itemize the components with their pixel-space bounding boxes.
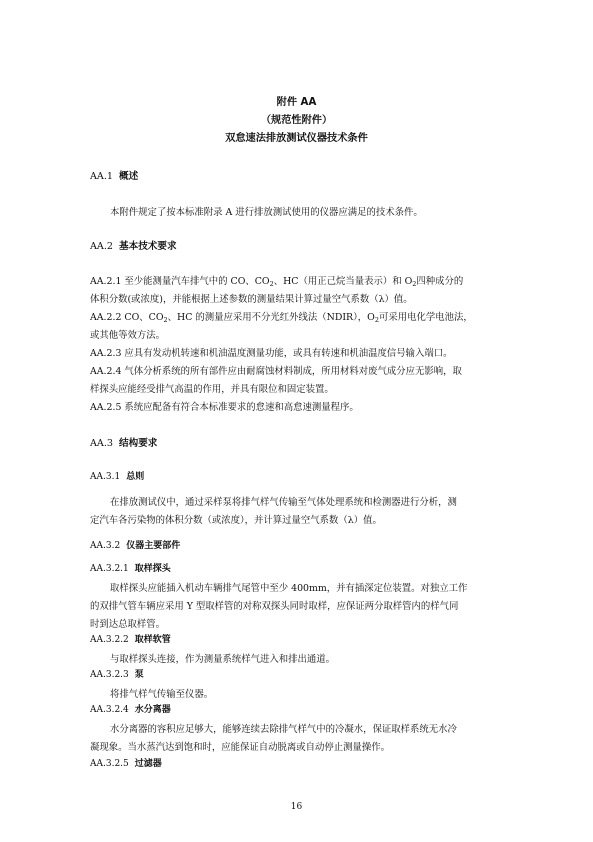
section-heading-aa3-1 [90,470,144,484]
paragraph-aa3-2-3: 将排气样气传输至仪器。 [110,689,214,700]
annex-title: 双怠速法排放测试仪器技术条件 [225,133,368,144]
text-fragment: 、HC 的测量应采用不分光红外线法（NDIR），O [167,312,375,323]
section-number: AA.3 [90,438,114,449]
section-number: AA.1 [90,171,114,182]
paragraph-aa2-4-line1: AA.2.4 气体分析系统的所有部件应由耐腐蚀材料制成，所用材料对废气成分应无影响，取 [90,366,462,377]
annex-title-block [0,94,593,148]
section-number: AA.3.2.1 [90,564,129,574]
text-fragment: AA.2.2 CO、CO [90,312,164,323]
section-heading-aa3-2-5 [90,757,162,771]
paragraph-aa3-1-line2: 定汽车各污染物的体积分数（或浓度），并计算过量空气系数（λ）值。 [90,515,382,526]
section-title: 水分离器 [134,705,171,715]
section-number: AA.3.2.4 [90,705,129,715]
subscript: 2 [163,316,168,324]
section-number: AA.3.2.2 [90,635,129,645]
section-title: 泵 [134,670,144,680]
text-fragment: 、HC（用正己烷当量表示）和 O [273,276,413,287]
paragraph-aa3-1-line1: 在排放测试仪中，通过采样泵将排气样气传输至气体处理系统和检测器进行分析，测 [110,497,457,508]
section-number: AA.2 [90,241,114,252]
paragraph-aa2-4-line2: 样探头应能经受排气高温的作用，并具有限位和固定装置。 [90,384,334,395]
section-heading-aa3 [90,437,157,451]
paragraph-aa1: 本附件规定了按本标准附录 A 进行排放测试使用的仪器应满足的技术条件。 [110,207,423,218]
section-heading-aa1 [90,170,138,184]
paragraph-aa3-2-4-line2: 凝现象。当水蒸汽达到饱和时，应能保证自动脱离或自动停止测量操作。 [90,742,391,753]
paragraph-aa3-2-1-line1: 取样探头应能插入机动车辆排气尾管中至少 400mm，并有插深定位装置。对独立工作 [110,583,468,594]
section-heading-aa3-2 [90,539,180,553]
section-number: AA.3.2.3 [90,670,129,680]
paragraph-aa2-5: AA.2.5 系统应配备有符合本标准要求的怠速和高怠速测量程序。 [90,402,359,413]
subscript: 2 [269,280,274,288]
text-fragment: 可采用电化学电池法， [378,312,473,323]
annex-label: 附件 AA [276,97,317,108]
section-heading-aa2 [90,240,177,254]
paragraph-aa3-2-2: 与取样探头连接，作为测量系统样气进入和排出通道。 [110,654,336,665]
section-heading-aa3-2-4 [90,703,171,717]
section-heading-aa3-2-2 [90,633,171,647]
section-number: AA.3.2.5 [90,759,129,769]
section-title: 结构要求 [119,438,158,449]
subscript: 2 [412,280,417,288]
section-title: 总则 [126,472,145,482]
paragraph-aa2-2-line2: 或其他等效方法。 [90,330,166,341]
annex-nature: （规范性附件） [260,115,333,126]
section-number: AA.3.2 [90,541,121,551]
section-title: 基本技术要求 [119,241,177,252]
paragraph-aa2-3: AA.2.3 应具有发动机转速和机油温度测量功能，或具有转速和机油温度信号输入端口。 [90,348,453,359]
paragraph-aa3-2-4-line1: 水分离器的容积应足够大，能够连续去除排气样气中的冷凝水，保证取样系统无水冷 [110,724,457,735]
paragraph-aa3-2-1-line2: 的双排气管车辆应采用 Y 型取样管的对称双探头同时取样，应保证两分取样管内的样气同 [90,601,459,612]
section-heading-aa3-2-3 [90,668,144,682]
section-title: 仪器主要部件 [126,541,181,551]
section-title: 概述 [119,171,139,182]
paragraph-aa3-2-1-line3: 时到达总取样管。 [90,619,166,630]
section-number: AA.3.1 [90,472,121,482]
text-fragment: 四种成分的 [416,276,464,287]
text-fragment: AA.2.1 至少能测量汽车排气中的 CO、CO [90,276,270,287]
page-number: 16 [290,802,303,812]
section-title: 过滤器 [134,759,162,769]
section-title: 取样软管 [134,635,171,645]
section-title: 取样探头 [134,564,171,574]
section-heading-aa3-2-1 [90,562,171,576]
paragraph-aa2-1-line2: 体积分数(或浓度)，并能根据上述参数的测量结果计算过量空气系数（λ）值。 [90,294,413,305]
subscript: 2 [374,316,379,324]
